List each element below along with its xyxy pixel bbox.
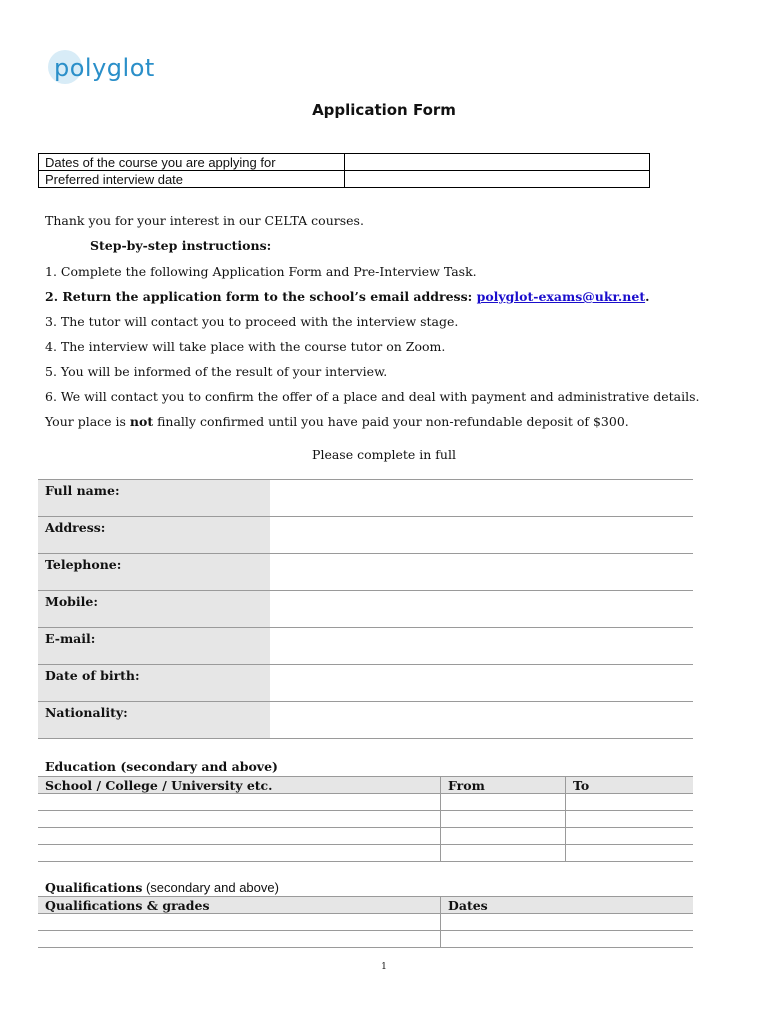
telephone-label: Telephone: — [38, 554, 270, 591]
from-cell[interactable] — [441, 794, 566, 811]
from-header: From — [441, 777, 566, 794]
school-cell[interactable] — [38, 794, 441, 811]
education-title: Education (secondary and above) — [45, 759, 278, 774]
intro-text: Thank you for your interest in our CELTA courses. — [45, 213, 364, 228]
step-2-text: 2. Return the application form to the school’s email address: — [45, 289, 477, 304]
deposit-note — [45, 414, 629, 430]
qualification-cell[interactable] — [38, 931, 441, 948]
full-name-field[interactable] — [270, 480, 693, 517]
email-label: E-mail: — [38, 628, 270, 665]
email-link[interactable]: polyglot-exams@ukr.net — [476, 289, 646, 304]
qualification-cell[interactable] — [38, 914, 441, 931]
table-row — [38, 554, 693, 591]
to-cell[interactable] — [566, 828, 694, 845]
to-cell[interactable] — [566, 811, 694, 828]
table-row — [39, 154, 650, 171]
table-row — [38, 702, 693, 739]
step-5: 5. You will be informed of the result of your interview. — [45, 364, 388, 379]
qualifications-table — [38, 896, 693, 948]
full-name-label: Full name: — [38, 480, 270, 517]
deposit-pre: Your place is — [45, 414, 130, 429]
course-dates-field[interactable] — [345, 154, 650, 171]
course-dates-label: Dates of the course you are applying for — [39, 154, 345, 171]
table-row — [38, 794, 693, 811]
school-cell[interactable] — [38, 828, 441, 845]
page-number: 1 — [381, 962, 387, 972]
interview-date-field[interactable] — [345, 171, 650, 188]
nationality-field[interactable] — [270, 702, 693, 739]
address-field[interactable] — [270, 517, 693, 554]
school-header: School / College / University etc. — [38, 777, 441, 794]
dates-header: Dates — [441, 897, 694, 914]
table-row — [38, 628, 693, 665]
address-label: Address: — [38, 517, 270, 554]
nationality-label: Nationality: — [38, 702, 270, 739]
table-row — [38, 828, 693, 845]
deposit-post: finally confirmed until you have paid your non-refundable deposit of $300. — [153, 414, 629, 429]
step-4: 4. The interview will take place with the course tutor on Zoom. — [45, 339, 446, 354]
personal-details-table — [38, 479, 693, 739]
school-cell[interactable] — [38, 811, 441, 828]
mobile-field[interactable] — [270, 591, 693, 628]
dates-cell[interactable] — [441, 931, 694, 948]
to-cell[interactable] — [566, 794, 694, 811]
qualifications-title-bold: Qualifications — [45, 880, 143, 895]
table-row — [38, 665, 693, 702]
from-cell[interactable] — [441, 828, 566, 845]
table-header-row — [38, 777, 693, 794]
mobile-label: Mobile: — [38, 591, 270, 628]
table-row — [38, 591, 693, 628]
polyglot-logo — [48, 50, 178, 90]
table-row — [38, 931, 693, 948]
qualifications-title — [45, 880, 279, 895]
date-of-birth-label: Date of birth: — [38, 665, 270, 702]
table-row — [38, 480, 693, 517]
telephone-field[interactable] — [270, 554, 693, 591]
education-table — [38, 776, 693, 862]
table-row — [38, 914, 693, 931]
step-2-end: . — [645, 289, 650, 304]
instructions-heading: Step-by-step instructions: — [90, 238, 272, 253]
to-cell[interactable] — [566, 845, 694, 862]
school-cell[interactable] — [38, 845, 441, 862]
dates-cell[interactable] — [441, 914, 694, 931]
email-field[interactable] — [270, 628, 693, 665]
table-row — [38, 845, 693, 862]
from-cell[interactable] — [441, 845, 566, 862]
interview-date-label: Preferred interview date — [39, 171, 345, 188]
step-2 — [45, 289, 649, 305]
step-1: 1. Complete the following Application Form and Pre-Interview Task. — [45, 264, 477, 279]
course-dates-table — [38, 153, 650, 188]
qualifications-title-rest: (secondary and above) — [142, 880, 279, 895]
to-header: To — [566, 777, 694, 794]
table-header-row — [38, 897, 693, 914]
step-3: 3. The tutor will contact you to proceed with the interview stage. — [45, 314, 459, 329]
table-row — [38, 517, 693, 554]
date-of-birth-field[interactable] — [270, 665, 693, 702]
page-title: Application Form — [312, 101, 456, 119]
table-row — [38, 811, 693, 828]
logo-wordmark: polyglot — [54, 54, 155, 82]
step-6: 6. We will contact you to confirm the offer of a place and deal with payment and administrative details. — [45, 389, 700, 404]
table-row — [39, 171, 650, 188]
deposit-bold: not — [129, 414, 154, 429]
from-cell[interactable] — [441, 811, 566, 828]
complete-note: Please complete in full — [312, 447, 456, 462]
qualifications-header: Qualifications & grades — [38, 897, 441, 914]
